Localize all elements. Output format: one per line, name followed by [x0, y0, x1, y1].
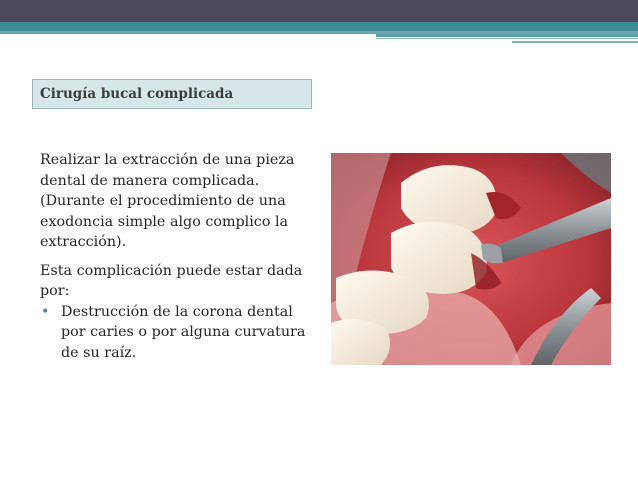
- paragraph-definition: Realizar la extracción de una pieza dental de manera complicada. (Durante el procedimiento de una exodoncia simple algo complico la extracción).: [40, 152, 295, 250]
- header-decorative-lines: [0, 31, 638, 45]
- bullet-text: Destrucción de la corona dental por caries o por alguna curvatura de su raíz.: [61, 303, 306, 361]
- slide-title-box: [32, 79, 312, 109]
- slide-body: [40, 150, 315, 363]
- dental-photo-illustration: [331, 153, 611, 365]
- header-dark-bar: [0, 0, 638, 22]
- bullet-item: [40, 302, 315, 364]
- slide-title: Cirugía bucal complicada: [40, 86, 234, 102]
- dental-extraction-photo: [331, 153, 611, 365]
- paragraph-complication: Esta complicación puede estar dada por:: [40, 262, 303, 299]
- header-accent-bar: [0, 22, 638, 31]
- bullet-dot-icon: •: [41, 303, 50, 320]
